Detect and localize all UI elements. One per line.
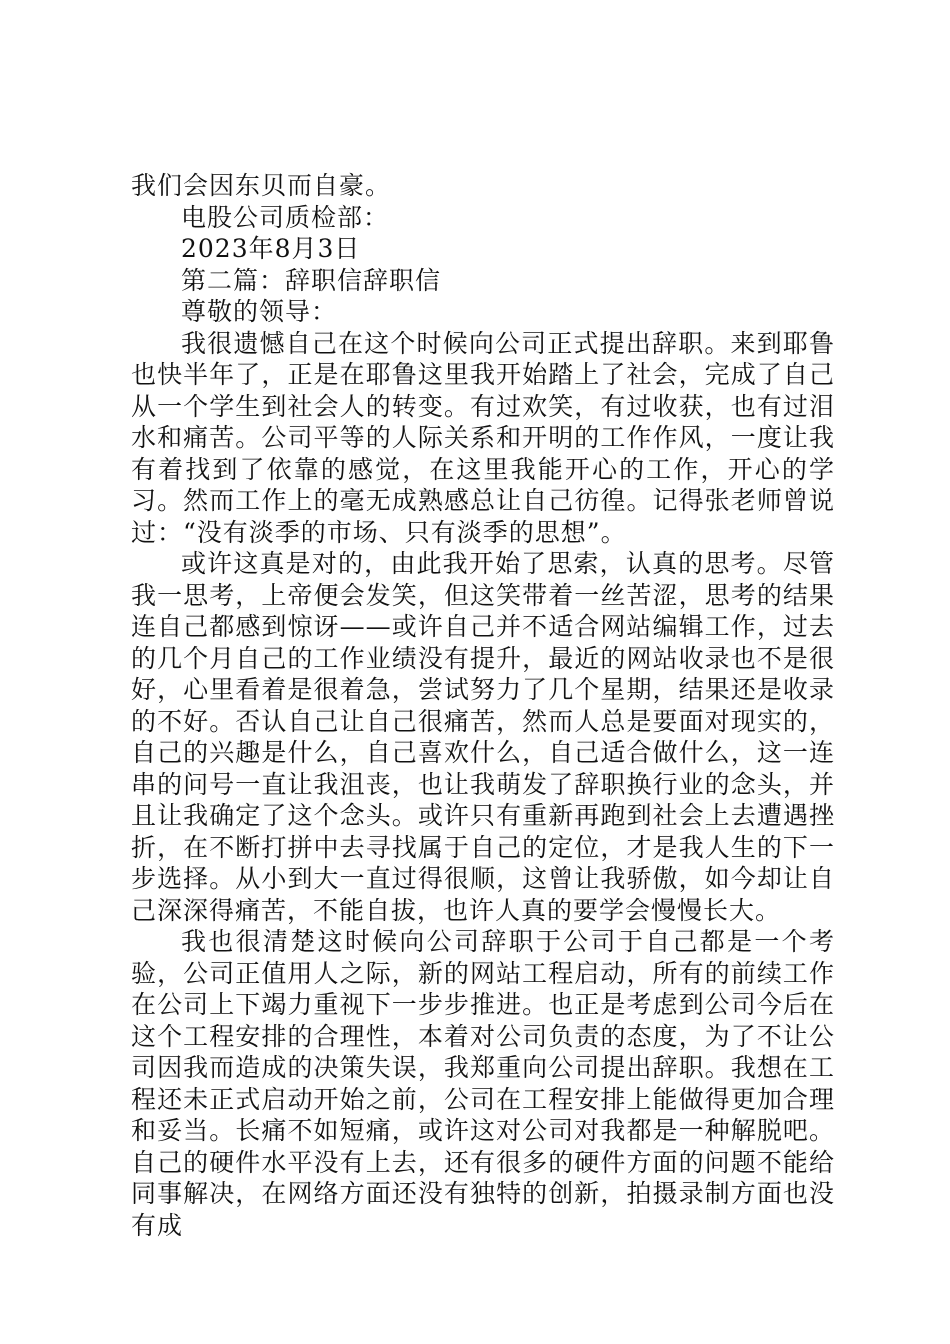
body-paragraph: 或许这真是对的，由此我开始了思索，认真的思考。尽管我一思考，上帝便会发笑，但这笑带着一丝苦涩，思考的结果连自己都感到惊讶——或许自己并不适合网站编辑工作，过去的几个月自己的工作业绩没有提升，最近的网站收录也不是很好，心里看着是很着急，尝试努力了几个星期，结果还是收录的不好。否认自己让自己很痛苦，然而人总是要面对现实的，自己的兴趣是什么，自己喜欢什么，自己适合做什么，这一连串的问号一直让我沮丧，也让我萌发了辞职换行业的念头，并且让我确定了这个念头。或许只有重新再跑到社会上去遭遇挫折，在不断打拼中去寻找属于自己的定位，才是我人生的下一步选择。从小到大一直过得很顺，这曾让我骄傲，如今却让自己深深得痛苦，不能自拔，也许人真的要学会慢慢长大。: [131, 549, 835, 925]
body-paragraph: 我很遗憾自己在这个时候向公司正式提出辞职。来到耶鲁也快半年了，正是在耶鲁这里我开始踏上了社会，完成了自己从一个学生到社会人的转变。有过欢笑，有过收获，也有过泪水和痛苦。公司平等的人际关系和开明的工作作风，一度让我有着找到了依靠的感觉，在这里我能开心的工作，开心的学习。然而工作上的毫无成熟感总让自己彷徨。记得张老师曾说过：“没有淡季的市场、只有淡季的思想”。: [131, 328, 835, 547]
signature-date: 2023年8月3日: [181, 234, 361, 263]
section-heading: 第二篇：辞职信辞职信: [181, 265, 442, 295]
signature-department: 电股公司质检部：: [181, 202, 390, 232]
document-body: [131, 170, 835, 1241]
salutation: 尊敬的领导：: [181, 297, 338, 326]
body-paragraph: 我也很清楚这时候向公司辞职于公司于自己都是一个考验，公司正值用人之际，新的网站工程启动，所有的前续工作在公司上下竭力重视下一步步推进。也正是考虑到公司今后在这个工程安排的合理性，本着对公司负责的态度，为了不让公司因我而造成的决策失误，我郑重向公司提出辞职。我想在工程还未正式启动开始之前，公司在工程安排上能做得更加合理和妥当。长痛不如短痛，或许这对公司对我都是一种解脱吧。自己的硬件水平没有上去，还有很多的硬件方面的问题不能给同事解决，在网络方面还没有独特的创新，拍摄录制方面也没有成: [131, 927, 835, 1240]
closing-line: 我们会因东贝而自豪。: [131, 171, 392, 200]
